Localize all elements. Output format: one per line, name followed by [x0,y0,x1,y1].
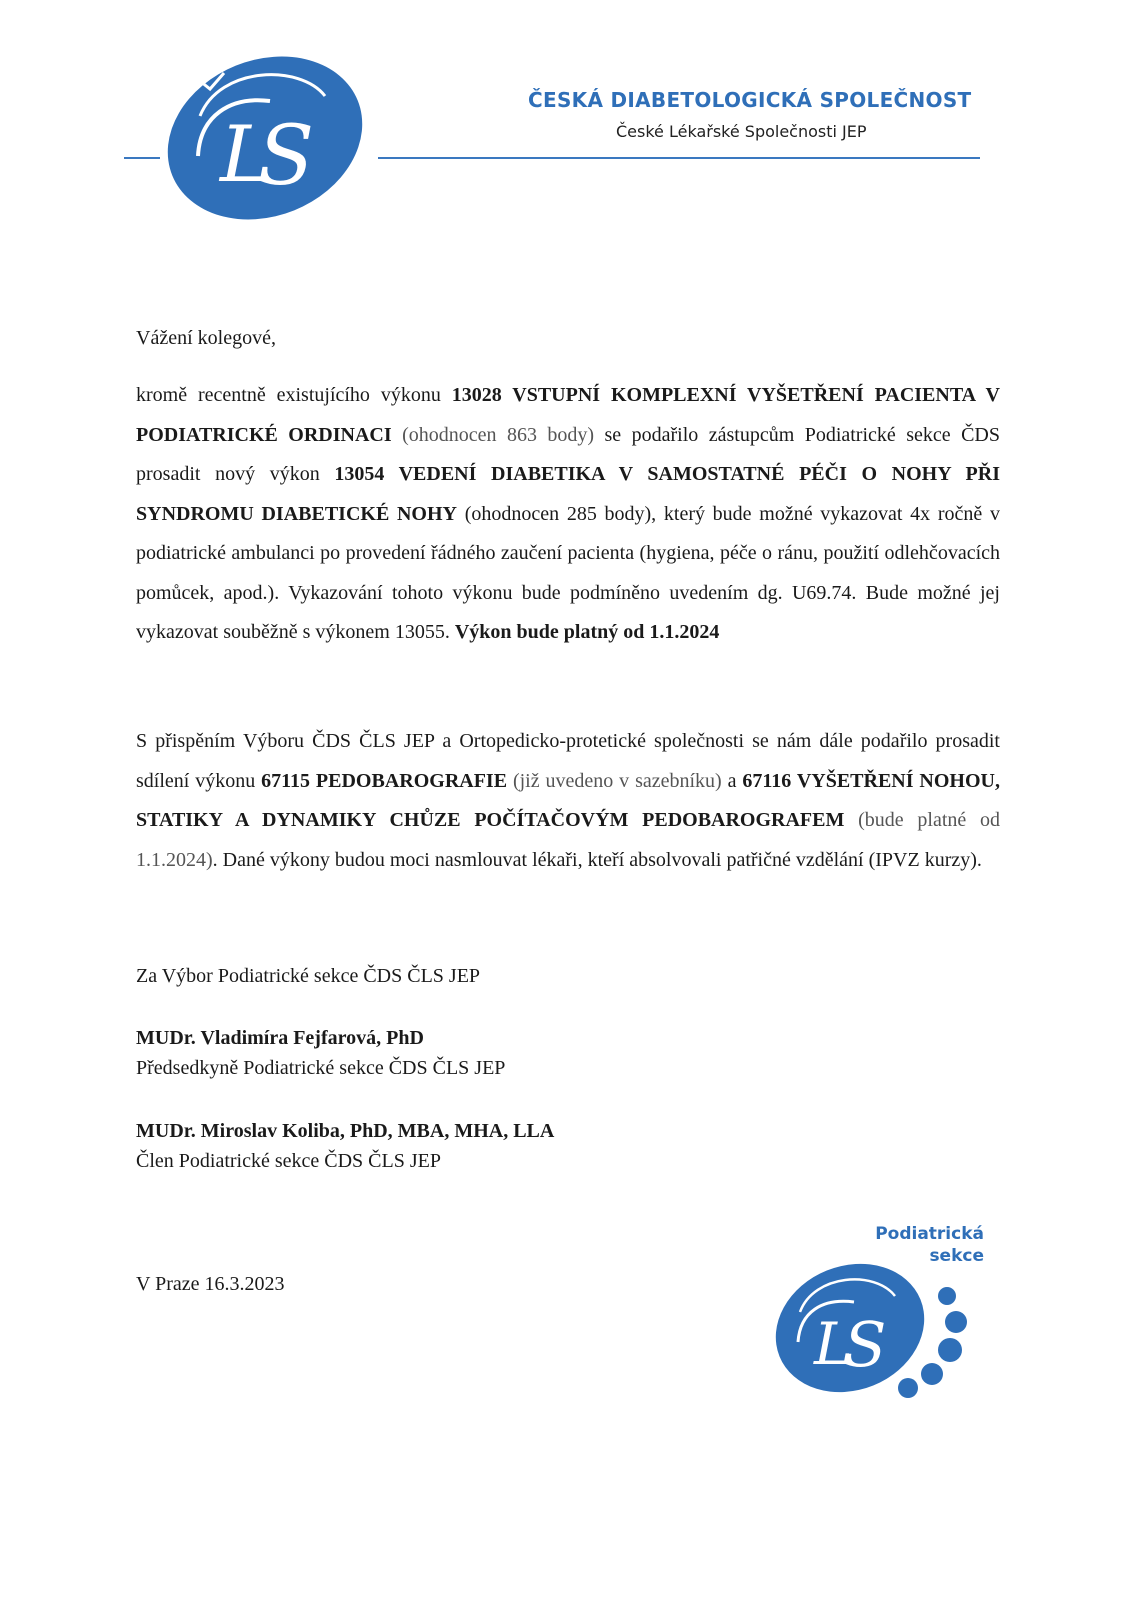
place-date: V Praze 16.3.2023 [136,1273,285,1295]
cds-logo [160,56,370,221]
header-rule-left [124,157,160,159]
salutation: Vážení kolegové, [136,327,276,349]
organization-name: ČESKÁ DIABETOLOGICKÁ SPOLEČNOST [528,88,972,112]
signatory-1-role: Předsedkyně Podiatrické sekce ČDS ČLS JEP [136,1057,506,1079]
signatory-2-name: MUDr. Miroslav Koliba, PhD, MBA, MHA, LLA [136,1120,555,1142]
validity-note: Výkon bude platný od 1.1.2024 [454,621,720,643]
header-rule-right [378,157,980,159]
procedure-13054: 13054 VEDENÍ DIABETIKA V SAMOSTATNÉ PÉČI O NOHY PŘI SYNDROMU DIABETICKÉ NOHY [136,463,1000,525]
podiatric-section-logo [770,1244,990,1404]
procedure-67115: 67115 PEDOBAROGRAFIE [261,769,508,792]
section-title-line1: Podiatrická [875,1224,984,1244]
signatory-2-role: Člen Podiatrické sekce ČDS ČLS JEP [136,1150,441,1172]
svg-text:L: L [220,110,272,200]
organization-subtitle: České Lékařské Společnosti JEP [616,122,867,141]
signatory-1-name: MUDr. Vladimíra Fejfarová, PhD [136,1027,424,1049]
svg-text:S: S [258,109,315,204]
paragraph-2: S přispěním Výboru ČDS ČLS JEP a Ortopedicko-protetické společnosti se nám dále podařilo prosadit sdílení výkonu 67115 PEDOBAROGRAFIE (již uvedeno v sazebníku) a 67116 VYŠETŘENÍ NOHOU, STATIKY A DYNAMIKY CHŮZE POČÍTAČOVÝM PEDOBAROGRAFEM (bude platné od 1.1.2024). Dané výkony budou moci nasmlouvat lékaři, kteří absolvovali patřičné vzdělání (IPVZ kurzy). [136,730,1000,871]
paragraph-1: kromě recentně existujícího výkonu 13028 VSTUPNÍ KOMPLEXNÍ VYŠETŘENÍ PACIENTA V PODIATRICKÉ ORDINACI (ohodnocen 863 body) se podařilo zástupcům Podiatrické sekce ČDS prosadit nový výkon 13054 VEDENÍ DIABETIKA V SAMOSTATNÉ PÉČI O NOHY PŘI SYNDROMU DIABETICKÉ NOHY (ohodnocen 285 body), který bude možné vykazovat 4x ročně v podiatrické ambulanci po provedení řádného zaučení pacienta (hygiena, péče o ránu, použití odlehčovacích pomůcek, apod.). Vykazování tohoto výkonu bude podmíněno uvedením dg. U69.74. Bude možné jej vykazovat souběžně s výkonem 13055. Výkon bude platný od 1.1.2024 [136,384,1001,643]
closing: Za Výbor Podiatrické sekce ČDS ČLS JEP [136,965,481,987]
procedure-67116: 67116 VYŠETŘENÍ NOHOU, STATIKY A DYNAMIKY CHŮZE POČÍTAČOVÝM PEDOBAROGRAFEM [136,769,1000,831]
section-title-line2: sekce [929,1246,984,1266]
procedure-13028: 13028 VSTUPNÍ KOMPLEXNÍ VYŠETŘENÍ PACIENTA V PODIATRICKÉ ORDINACI [136,384,1001,446]
svg-text:L: L [814,1310,853,1378]
svg-text:S: S [844,1308,887,1381]
